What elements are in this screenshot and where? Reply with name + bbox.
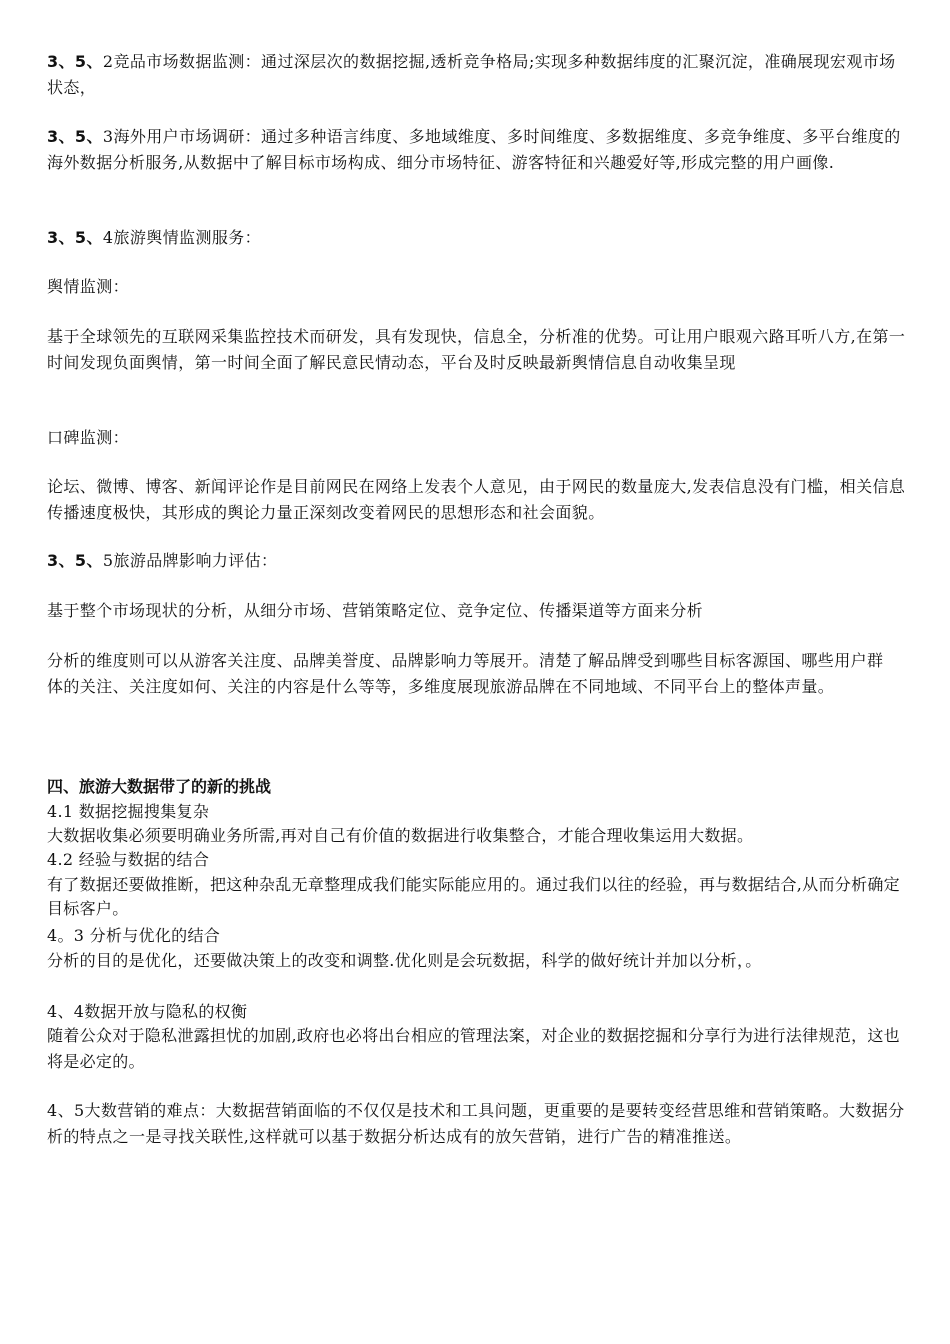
subsection-4-5 [47,1098,909,1150]
section-4-heading: 四、旅游大数据带了的新的挑战 [47,777,272,796]
subsection-4-1-text: 大数据收集必须要明确业务所需,再对自己有价值的数据进行收集整合，才能合理收集运用大数据。 [47,826,754,845]
subsection-4-1-title: 4.1 数据挖掘搜集复杂 [47,802,210,821]
section-number: 3、5、 [47,228,103,247]
section-number: 3、5、 [47,52,103,71]
subsection-4-2-text: 有了数据还要做推断，把这种杂乱无章整理成我们能实际能应用的。通过我们以往的经验，再与数据结合,从而分析确定目标客户。 [47,875,900,918]
para-3-5-3 [47,124,909,176]
subsection-4-3-text: 分析的目的是优化，还要做决策上的改变和调整.优化则是会玩数据，科学的做好统计并加以分析，。 [47,951,762,970]
subsection-4-4-title: 4、4数据开放与隐私的权衡 [47,1002,248,1021]
brand-text-2: 分析的维度则可以从游客关注度、品牌美誉度、品牌影响力等展开。清楚了解品牌受到哪些目标客源国、哪些用户群体的关注、关注度如何、关注的内容是什么等等，多维度展现旅游品牌在不同地域、不同平台上的整体声量。 [47,651,884,696]
para-3-5-5 [47,548,909,574]
subsection-4-3-title: 4。3 分析与优化的结合 [47,926,221,945]
subsection-4-4-text: 随着公众对于隐私泄露担忧的加剧,政府也必将出台相应的管理法案，对企业的数据挖掘和分享行为进行法律规范，这也将是必定的。 [47,1026,900,1071]
section-number: 3、5、 [47,551,103,570]
section-text: 3海外用户市场调研：通过多种语言纬度、多地域维度、多时间维度、多数据维度、多竞争维度、多平台维度的海外数据分析服务,从数据中了解目标市场构成、细分市场特征、游客特征和兴趣爱好等,形成完整的用户画像. [47,127,901,172]
subsection-4-5-text: 大数据营销面临的不仅仅是技术和工具问题，更重要的是要转变经营思维和营销策略。大数据分析的特点之一是寻找关联性,这样就可以基于数据分析达成有的放矢营销，进行广告的精准推送。 [47,1101,905,1146]
section-number: 3、5、 [47,127,103,146]
subsection-4-5-title: 4、5大数营销的难点： [47,1101,216,1120]
para-3-5-4 [47,225,909,251]
yuqing-text: 基于全球领先的互联网采集监控技术而研发，具有发现快，信息全，分析准的优势。可让用户眼观六路耳听八方,在第一时间发现负面舆情，第一时间全面了解民意民情动态，平台及时反映最新舆情信息自动收集呈现 [47,327,906,372]
koubei-text: 论坛、微博、博客、新闻评论作是目前网民在网络上发表个人意见，由于网民的数量庞大,发表信息没有门槛，相关信息传播速度极快，其形成的舆论力量正深刻改变着网民的思想形态和社会面貌。 [47,477,906,522]
brand-text-1: 基于整个市场现状的分析，从细分市场、营销策略定位、竞争定位、传播渠道等方面来分析 [47,601,704,620]
yuqing-label: 舆情监测： [47,277,130,296]
section-text: 5旅游品牌影响力评估： [102,551,278,570]
subsection-4-2-title: 4.2 经验与数据的结合 [47,850,210,869]
para-3-5-2 [47,49,909,101]
section-text: 4旅游舆情监测服务： [102,228,262,247]
koubei-label: 口碑监测： [47,428,130,447]
section-text: 2竞品市场数据监测：通过深层次的数据挖掘,透析竞争格局;实现多种数据纬度的汇聚沉淀，准确展现宏观市场状态， [47,52,896,97]
